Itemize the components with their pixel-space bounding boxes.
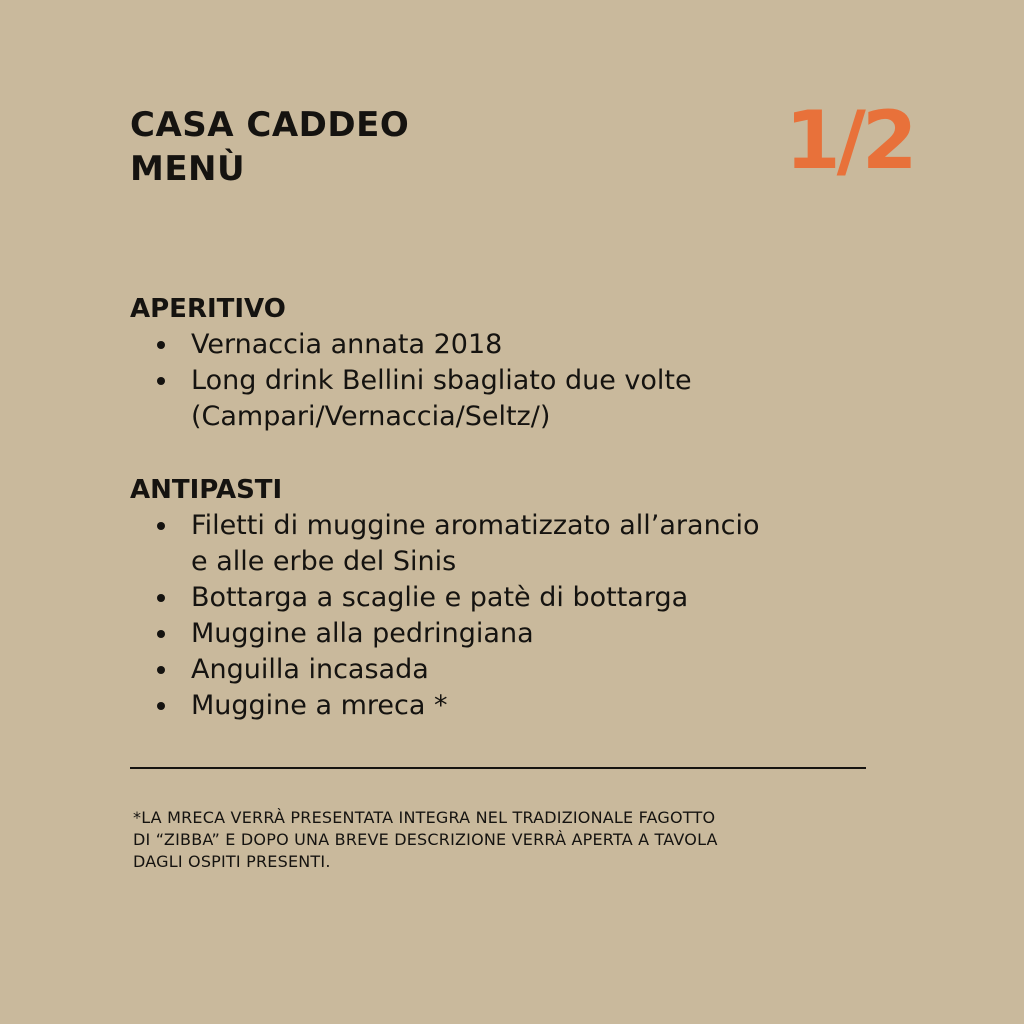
aperitivo-list bbox=[130, 327, 692, 435]
menu-title bbox=[130, 103, 409, 191]
list-item-text: Anguilla incasada bbox=[191, 654, 429, 685]
list-item bbox=[130, 363, 692, 435]
list-item bbox=[130, 508, 760, 580]
footnote-line: *LA MRECA VERRÀ PRESENTATA INTEGRA NEL TRADIZIONALE FAGOTTO bbox=[133, 808, 716, 827]
list-item bbox=[130, 616, 760, 652]
antipasti-list bbox=[130, 508, 760, 724]
bullet-icon bbox=[157, 702, 165, 710]
list-item bbox=[130, 688, 760, 724]
page-indicator: 1/2 bbox=[785, 94, 914, 187]
list-item-text-continued: (Campari/Vernaccia/Seltz/) bbox=[191, 401, 551, 432]
aperitivo-section bbox=[130, 291, 692, 435]
footnote-line: DI “ZIBBA” E DOPO UNA BREVE DESCRIZIONE VERRÀ APERTA A TAVOLA bbox=[133, 830, 718, 849]
section-heading-aperitivo: APERITIVO bbox=[130, 294, 286, 324]
list-item-text-continued: e alle erbe del Sinis bbox=[191, 546, 457, 577]
bullet-icon bbox=[157, 377, 165, 385]
list-item-text: Bottarga a scaglie e patè di bottarga bbox=[191, 582, 689, 613]
title-line-restaurant: CASA CADDEO bbox=[130, 105, 410, 145]
list-item-text: Vernaccia annata 2018 bbox=[191, 329, 503, 360]
bullet-icon bbox=[157, 666, 165, 674]
list-item bbox=[130, 652, 760, 688]
bullet-icon bbox=[157, 594, 165, 602]
bullet-icon bbox=[157, 630, 165, 638]
list-item-text: Filetti di muggine aromatizzato all’arancio bbox=[191, 510, 760, 541]
list-item bbox=[130, 327, 692, 363]
list-item-text: Long drink Bellini sbagliato due volte bbox=[191, 365, 692, 396]
list-item-text: Muggine alla pedringiana bbox=[191, 618, 534, 649]
list-item-text: Muggine a mreca * bbox=[191, 690, 448, 721]
bullet-icon bbox=[157, 341, 165, 349]
title-line-menu: MENÙ bbox=[130, 149, 246, 189]
bullet-icon bbox=[157, 522, 165, 530]
footnote-line: DAGLI OSPITI PRESENTI. bbox=[133, 852, 331, 871]
antipasti-section bbox=[130, 472, 760, 724]
footnote bbox=[133, 807, 853, 873]
divider bbox=[130, 767, 866, 769]
list-item bbox=[130, 580, 760, 616]
section-heading-antipasti: ANTIPASTI bbox=[130, 475, 283, 505]
